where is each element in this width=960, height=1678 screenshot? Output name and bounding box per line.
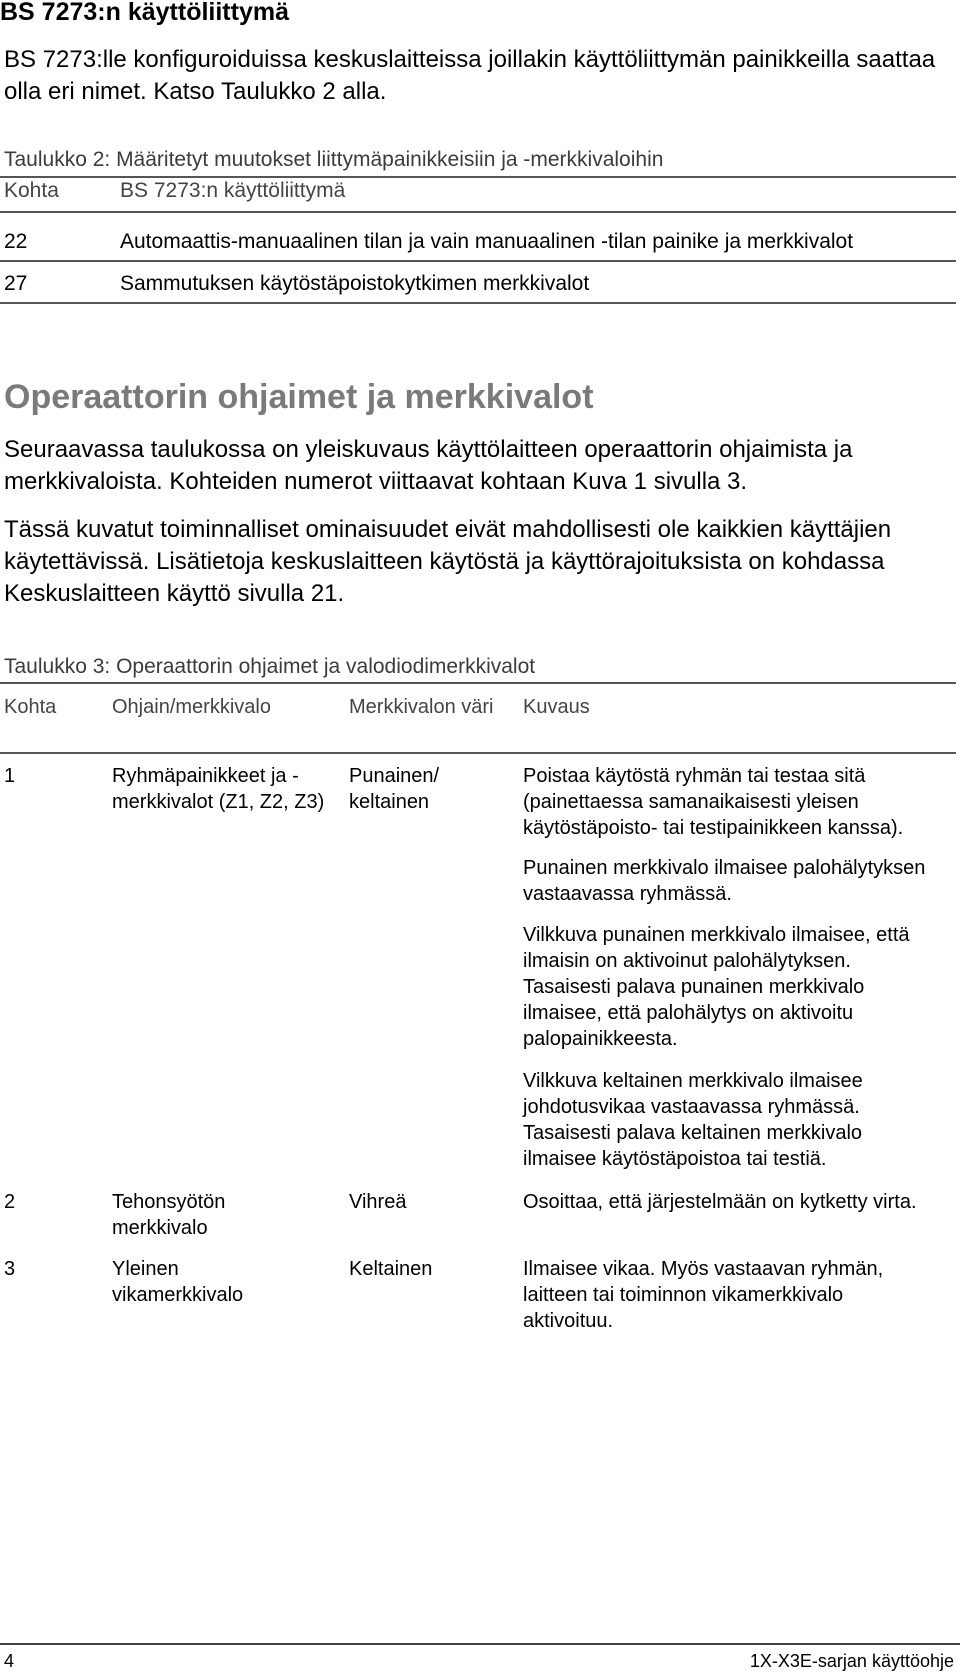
table3-row2-item: 2 [4, 1191, 16, 1213]
table3-row1-desc-3: Vilkkuva punainen merkkivalo ilmaisee, että ilmaisin on aktivoinut palohälytyksen. Tasaisesti palava punainen merkkivalo ilmaisee, että palohälytys on aktivoitu palopainikkeesta. [523, 924, 910, 1050]
table3-top-rule [0, 682, 956, 684]
table2-row-item: 22 [4, 230, 28, 253]
table3-row3-desc: Ilmaisee vikaa. Myös vastaavan ryhmän, laitteen tai toiminnon vikamerkkivalo aktivoituu. [523, 1258, 884, 1332]
table3-row3-item: 3 [4, 1258, 16, 1280]
section2-paragraph-1: Seuraavassa taulukossa on yleiskuvaus käyttölaitteen operaattorin ohjaimista ja merkkivaloista. Kohteiden numerot viittaavat kohtaan Kuva 1 sivulla 3. [4, 436, 853, 495]
table2-caption: Taulukko 2: Määritetyt muutokset liittymäpainikkeisiin ja -merkkivaloihin [4, 148, 664, 171]
page-number: 4 [4, 1651, 15, 1671]
table3-header-rule [0, 752, 956, 754]
table3-row3-control: Yleinen vikamerkkivalo [112, 1258, 244, 1306]
table3-row1-desc-4: Vilkkuva keltainen merkkivalo ilmaisee johdotusvikaa vastaavassa ryhmässä. Tasaisesti palava keltainen merkkivalo ilmaisee käytöstäpoistoa tai testiä. [523, 1070, 863, 1170]
table3-row1-color: Punainen/ keltainen [349, 765, 440, 813]
section-title-bs7273: BS 7273:n käyttöliittymä [0, 0, 289, 26]
table2-row-desc: Automaattis-manuaalinen tilan ja vain manuaalinen -tilan painike ja merkkivalot [120, 230, 854, 253]
table2-bottom-rule [0, 302, 956, 304]
table3-row1-desc-2: Punainen merkkivalo ilmaisee palohälytyksen vastaavassa ryhmässä. [523, 857, 926, 905]
table3-header-description: Kuvaus [523, 696, 590, 718]
table2-row-desc: Sammutuksen käytöstäpoistokytkimen merkkivalot [120, 272, 590, 295]
table2-header-rule [0, 211, 956, 213]
section2-paragraph-2: Tässä kuvatut toiminnalliset ominaisuudet eivät mahdollisesti ole kaikkien käyttäjien käytettävissä. Lisätietoja keskuslaitteen käytöstä ja käyttörajoituksista on kohdassa Keskuslaitteen käyttö sivulla 21. [4, 516, 892, 607]
table3-row2-control: Tehonsyötön merkkivalo [112, 1191, 226, 1239]
table2-header-item: Kohta [4, 179, 59, 202]
footer-rule [0, 1643, 960, 1645]
table3-row2-color: Vihreä [349, 1191, 407, 1213]
section-title-operator-controls: Operaattorin ohjaimet ja merkkivalot [4, 378, 594, 416]
table3-row1-desc-1: Poistaa käytöstä ryhmän tai testaa sitä (painettaessa samanaikaisesti yleisen käytöstäpoisto- tai testipainikkeen kanssa). [523, 765, 904, 839]
table3-row1-control: Ryhmäpainikkeet ja -merkkivalot (Z1, Z2, Z3) [112, 765, 325, 813]
table2-row-item: 27 [4, 272, 28, 295]
table2-row-rule [0, 260, 956, 262]
table3-header-item: Kohta [4, 696, 57, 718]
table3-row1-item: 1 [4, 765, 16, 787]
table3-header-color: Merkkivalon väri [349, 696, 494, 718]
table3-caption: Taulukko 3: Operaattorin ohjaimet ja valodiodimerkkivalot [4, 655, 536, 678]
table3-header-control: Ohjain/merkkivalo [112, 696, 271, 718]
table3-row2-desc: Osoittaa, että järjestelmään on kytketty virta. [523, 1191, 917, 1213]
table3-row3-color: Keltainen [349, 1258, 433, 1280]
section-intro-paragraph: BS 7273:lle konfiguroiduissa keskuslaitteissa joillakin käyttöliittymän painikkeilla saattaa olla eri nimet. Katso Taulukko 2 alla. [4, 46, 936, 105]
table2-header-interface: BS 7273:n käyttöliittymä [120, 179, 346, 202]
footer-doc-title: 1X-X3E-sarjan käyttöohje [749, 1651, 954, 1671]
